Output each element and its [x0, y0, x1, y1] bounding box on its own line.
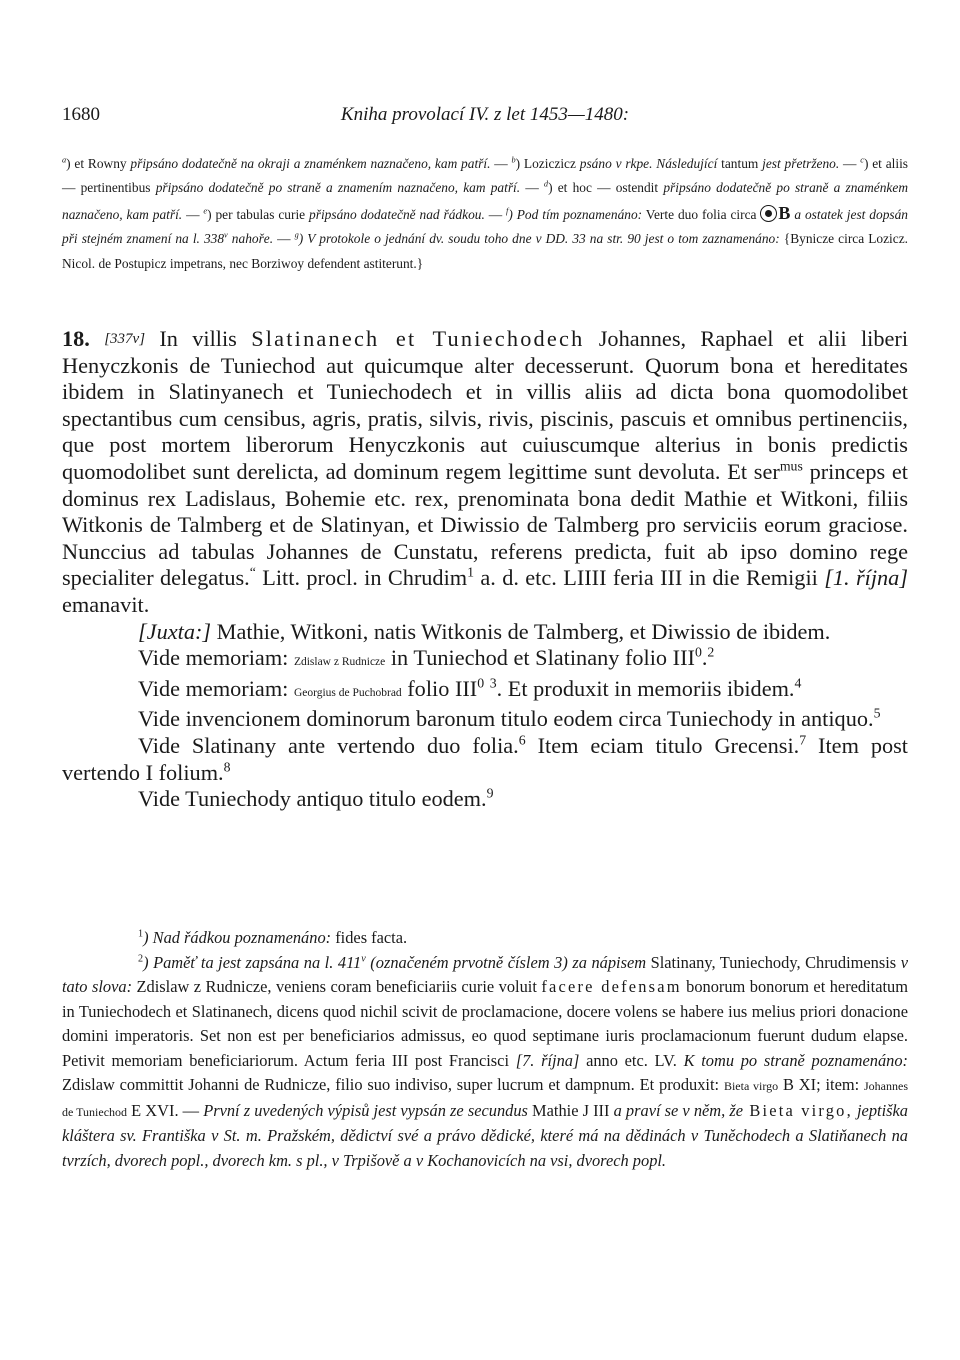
footnote-ref-5: 5: [873, 705, 881, 721]
note-a-text: ) et Rowny: [66, 156, 131, 171]
note-b-comment-2: jest přetrženo.: [762, 156, 840, 171]
footnote-2-text-5: Zdislaw committit Johanni de Rudnicze, filio suo indiviso, super lucrum et dampnum. Et produxit:: [62, 1075, 724, 1094]
footnote-2: [62, 951, 908, 1174]
footnote-ref-1: 1: [467, 564, 475, 580]
vide-line-3: [62, 706, 908, 733]
note-c-comment: připsáno dodatečně po straně a znamením naznačeno, kam patří.: [155, 180, 521, 196]
running-title: Kniha provolací IV. z let 1453—1480:: [340, 104, 630, 125]
footnote-ref-3: 3: [489, 675, 497, 691]
footnote-2-text: Slatinany, Tuniechody, Chrudimensis: [646, 952, 901, 972]
vide-line-2: [62, 676, 908, 707]
footnotes: [62, 926, 908, 1173]
note-g-label: g: [294, 230, 299, 240]
superscript-o: 0: [477, 675, 485, 691]
superscript-o: 0: [694, 644, 702, 660]
entry-text-4: a. d. etc. LIIII feria III in die Remigii: [474, 565, 825, 591]
footnote-1-text: fides facta.: [331, 928, 408, 947]
circle-dot-icon: [760, 205, 777, 222]
footnote-2-text-7: E XVI. —: [127, 1100, 204, 1120]
note-c-text: ) et aliis — pertinentibus: [62, 156, 909, 196]
note-f-comment: ) Pod tím poznamenáno:: [508, 206, 643, 222]
entry-text-1: Johannes, Raphael et alii liberi Henyczkonis de Tuniechod aut quicumque alter decesserunt. Quorum bona et hereditates ibidem in Slatinyanech et Tuniechodech et in villis aliis ad dicta bona quomodolibet spectantibus cum censibus, agris, pratis, silvis, rivis, piscinis, pascuis et omnibus pertinenciis, que post mortem liberorum Henyczkonis aut cuiuscumque alterius in bonis predictis quomodolibet sunt derelicta, ad dominum regem legittime sunt devoluta. Et ser: [62, 326, 909, 484]
note-d-label: d: [543, 179, 549, 189]
note-b-text: ) Loziczicz: [515, 156, 580, 171]
footnote-ref-4: 4: [794, 675, 802, 691]
vide-2-text-2: folio III: [401, 675, 478, 701]
page-header: [62, 104, 908, 134]
note-g-comment: ) V protokole o jednání dv. soudu toho dne v DD. 33 na str. 90 jest o tom zaznamenáno:: [298, 231, 780, 247]
vide-1-text-2: in Tuniechod et Slatinany folio III: [385, 645, 695, 671]
vide-2-text: Vide memoriam:: [138, 675, 294, 701]
footnote-1: [62, 926, 908, 951]
folio-reference: [337v]: [104, 331, 146, 347]
footnote-1-comment: ) Nad řádkou poznamenáno:: [143, 928, 332, 947]
sign-letter: B: [778, 202, 791, 223]
date-gloss: [1. října]: [824, 565, 908, 591]
entry-intro: In villis: [145, 326, 252, 351]
vide-4-text-3: Item post vertendo I folium.: [62, 732, 908, 785]
footnote-2-spaced-2: Bieta virgo,: [743, 1100, 853, 1120]
note-separator: —: [484, 206, 507, 222]
footnote-ref-6: 6: [518, 732, 526, 748]
footnote-2-superscript: v: [361, 953, 366, 965]
textual-note-paragraph: [62, 152, 908, 276]
vide-line-1: [62, 645, 908, 676]
note-b-comment: psáno v rkpe. Následující: [579, 156, 718, 171]
footnote-2-comment-4: K tomu po straně poznamenáno:: [683, 1050, 909, 1070]
footnote-2-comment-6: a praví se v něm, že: [613, 1100, 744, 1120]
note-f-text: Verte duo folia circa: [642, 206, 761, 222]
vide-line-4: [62, 733, 908, 786]
note-b-label: b: [511, 155, 516, 165]
entry-text-3: Litt. procl. in Chrudim: [255, 565, 468, 591]
textual-notes: [62, 152, 908, 276]
footnote-2-small-1: Bieta virgo: [723, 1079, 779, 1093]
vide-2-small: Georgius de Puchobrad: [293, 686, 402, 699]
footnote-2-label: 2: [138, 953, 144, 965]
footnote-2-comment-3: v tato slova:: [62, 952, 908, 996]
note-b-text-2: tantum: [717, 156, 763, 171]
footnote-2-date: [7. října]: [515, 1050, 580, 1070]
footnote-2-text-4: anno etc. LV.: [579, 1050, 684, 1070]
main-entry: [62, 326, 908, 813]
superscript-mus: mus: [779, 458, 803, 474]
note-d-text: ) et hoc — ostendit: [548, 180, 664, 196]
footnote-2-comment-7: jeptiška kláštera sv. Františka v St. m. Pražském, dědictví své a právo dědické, které má na dědinách v Tuněchodech a Slatiňanech na tvrzích, dvorech popl., dvorech km. s pl., v Trpišově a v Kochanovicích na vsi, dvorech popl.: [62, 1100, 908, 1170]
note-a-label: a: [62, 155, 67, 165]
vide-4-text-2: Item eciam titulo Grecensi.: [525, 732, 800, 758]
footnote-2-small-2: Johannes de Tuniechod: [62, 1079, 908, 1119]
note-separator: —: [490, 156, 512, 171]
note-e-label: e: [203, 206, 208, 216]
note-separator: —: [839, 156, 861, 171]
footnote-2-comment: ) Paměť ta jest zapsána na l. 411: [143, 952, 362, 972]
page-number: 1680: [62, 104, 100, 125]
note-separator: —: [182, 206, 204, 222]
entry-text-2: princeps et dominus rex Ladislaus, Bohemie etc. rex, prenominata bona dedit Mathie et Witkoni, filiis Witkonis de Talmberg et de Slatinyan, et Diwissio de Talmberg pro serviciis eorum graciose. Nunccius ad tabulas Johannes de Cunstatu, referens predicta, fuit ab ipso domino rege specialiter delegatus.: [62, 458, 908, 591]
footnote-1-label: 1: [138, 928, 144, 940]
note-a-comment: připsáno dodatečně na okraji a znaménkem naznačeno, kam patří.: [130, 156, 491, 171]
footnote-2-text-3: bonorum bonorum et hereditatum in Tuniechodech et Slatinanech, dicens quod nichil scivit de proclamacione, docere volens se habere ius melius priori donacione domini imperatoris. Set non est per beneficiarios admissus, eo quod septimane iuris proclamacionum fuerunt dudum elapse. Petivit memoriam beneficiariorum. Actum feria III post Francisci: [62, 977, 909, 1070]
footnote-2-text-2: Zdislaw z Rudnicze, veniens coram beneficiariis curie voluit: [132, 977, 542, 996]
vide-4-text: Vide Slatinany ante vertendo duo folia.: [138, 732, 519, 758]
quote-mark: “: [249, 564, 256, 580]
footnote-2-spaced: facere defensam: [541, 977, 682, 996]
note-e-text: ) per tabulas curie: [207, 206, 310, 222]
vide-2-text-3: . Et produxit in memoriis ibidem.: [496, 675, 795, 701]
vide-5-text: Vide Tuniechody antiquo titulo eodem.: [138, 786, 487, 812]
footnote-2-comment-2: (označeném prvotně číslem 3) za nápisem: [365, 952, 647, 972]
footnote-2-text-8: Mathie J III: [527, 1100, 614, 1120]
entry-number: 18.: [62, 326, 90, 351]
place-names: Slatinanech et Tuniechodech: [251, 326, 585, 351]
note-e-comment: připsáno dodatečně nad řádkou.: [309, 206, 485, 222]
note-separator: —: [520, 180, 544, 196]
note-g-text: {Bynicze circa Lozicz. Nicol. de Postupicz impetrans, nec Borziwoy defendent astiterunt.}: [62, 231, 908, 271]
footnote-ref-8: 8: [223, 759, 231, 775]
juxta-label: [Juxta:]: [138, 618, 212, 644]
footnote-ref-9: 9: [486, 785, 494, 801]
vide-1-small: Zdislaw z Rudnicze: [293, 656, 386, 669]
note-f-comment-2: a ostatek jest dopsán při stejném znamení na l. 338: [62, 206, 908, 247]
entry-text-5: emanavit.: [62, 591, 150, 617]
note-f-comment-3: nahoře.: [227, 231, 274, 247]
note-f-label: f: [506, 206, 509, 216]
note-d-comment: připsáno dodatečně po straně a znaménkem naznačeno, kam patří.: [62, 180, 908, 222]
vide-1-dot: .: [701, 645, 708, 671]
entry-paragraph: [62, 326, 908, 619]
note-c-label: c: [860, 155, 864, 165]
vide-line-5: [62, 786, 908, 813]
note-f-superscript: v: [224, 230, 228, 240]
footnote-ref-7: 7: [799, 732, 807, 748]
juxta-text: Mathie, Witkoni, natis Witkonis de Talmberg, et Diwissio de ibidem.: [211, 618, 831, 644]
note-separator: —: [273, 231, 295, 247]
juxta-paragraph: [62, 619, 908, 646]
footnote-2-comment-5: První z uvedených výpisů jest vypsán ze secundus: [203, 1100, 528, 1120]
footnote-2-text-6: B XI; item:: [778, 1075, 864, 1094]
footnote-ref-2: 2: [707, 644, 715, 660]
vide-1-text: Vide memoriam:: [138, 645, 294, 671]
vide-3-text: Vide invencionem dominorum baronum titulo eodem circa Tuniechody in antiquo.: [138, 706, 874, 732]
